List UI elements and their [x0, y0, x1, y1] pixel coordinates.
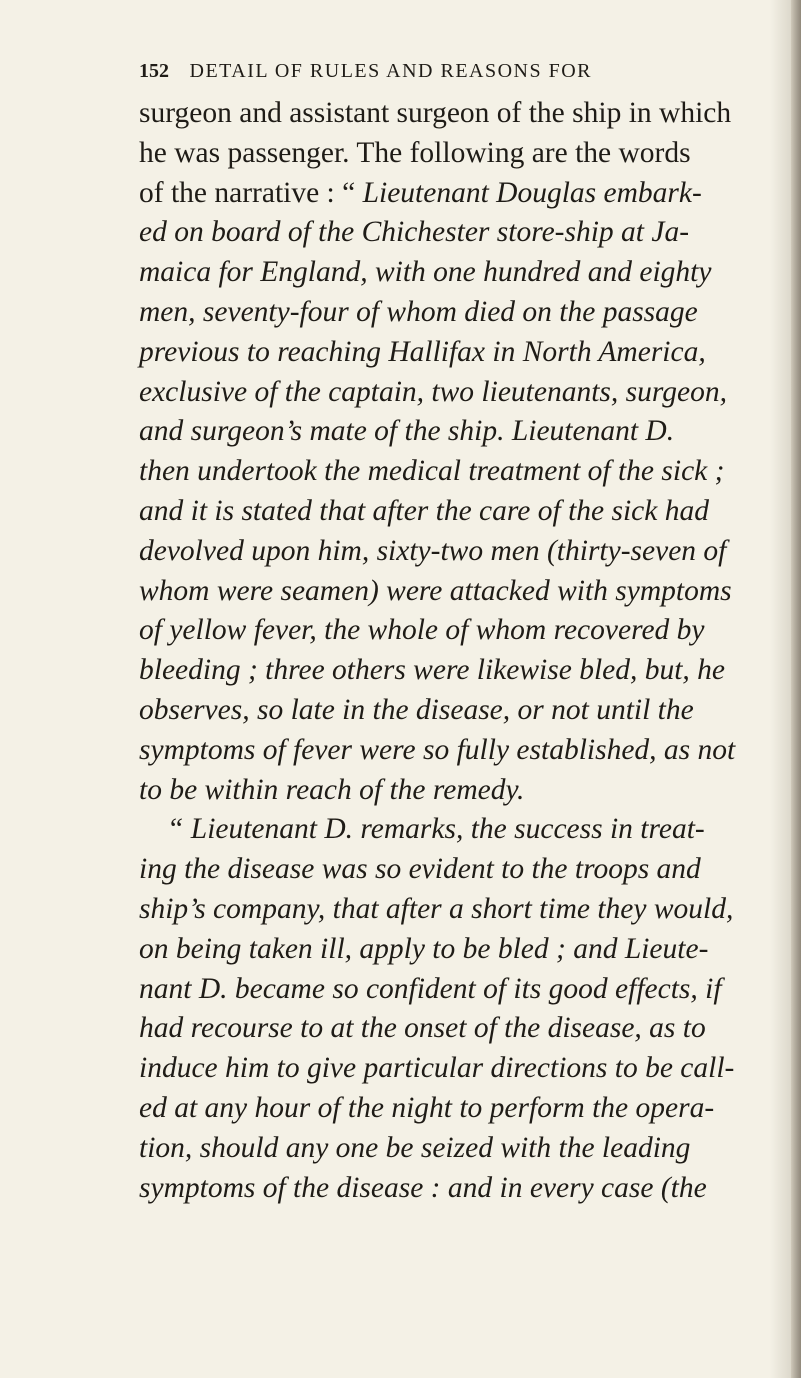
text-line: men, seventy-four of whom died on the passage: [139, 295, 698, 328]
text-line: observes, so late in the disease, or not until the: [139, 693, 694, 726]
text-line: maica for England, with one hundred and eighty: [139, 256, 712, 289]
text-line: ship’s company, that after a short time they would,: [139, 892, 734, 925]
text-line: of yellow fever, the whole of whom recovered by: [139, 614, 705, 647]
text-line: ed on board of the Chichester store-ship at Ja-: [139, 216, 690, 249]
text-line: and it is stated that after the care of the sick had: [139, 494, 709, 527]
text-line: had recourse to at the onset of the disease, as to: [139, 1012, 706, 1045]
body-text: [139, 94, 761, 1208]
text-line: tion, should any one be seized with the leading: [139, 1131, 691, 1164]
text-line: and surgeon’s mate of the ship. Lieutenant D.: [139, 415, 675, 448]
text-line: induce him to give particular directions to be call-: [139, 1052, 735, 1085]
text-line-italic: Lieutenant Douglas embark-: [362, 176, 702, 209]
text-line: whom were seamen) were attacked with symptoms: [139, 574, 732, 607]
text-line: previous to reaching Hallifax in North America,: [139, 335, 706, 368]
text-line: then undertook the medical treatment of the sick ;: [139, 455, 725, 488]
text-line-roman: of the narrative : “: [139, 176, 363, 209]
text-line: exclusive of the captain, two lieutenants, surgeon,: [139, 375, 727, 408]
text-line: devolved upon him, sixty-two men (thirty-seven of: [139, 534, 727, 567]
text-line: “ Lieutenant D. remarks, the success in treat-: [167, 813, 705, 846]
text-line: symptoms of fever were so fully established, as not: [139, 733, 736, 766]
page-edge-shadow: [791, 0, 801, 1378]
running-title: DETAIL OF RULES AND REASONS FOR: [189, 60, 593, 82]
text-line: ed at any hour of the night to perform the opera-: [139, 1091, 715, 1124]
text-line: surgeon and assistant surgeon of the ship in which: [139, 97, 732, 129]
text-line: to be within reach of the remedy.: [139, 773, 525, 806]
text-line: [139, 174, 761, 214]
text-line: symptoms of the disease : and in every case (the: [139, 1171, 707, 1204]
text-line: he was passenger. The following are the words: [139, 136, 691, 169]
text-line: on being taken ill, apply to be bled ; and Lieute-: [139, 932, 709, 965]
page-number: 152: [139, 60, 169, 82]
text-line: bleeding ; three others were likewise bled, but, he: [139, 654, 726, 687]
running-header: [139, 60, 759, 83]
text-line: nant D. became so confident of its good effects, if: [139, 972, 722, 1005]
text-line: ing the disease was so evident to the troops and: [139, 853, 701, 886]
